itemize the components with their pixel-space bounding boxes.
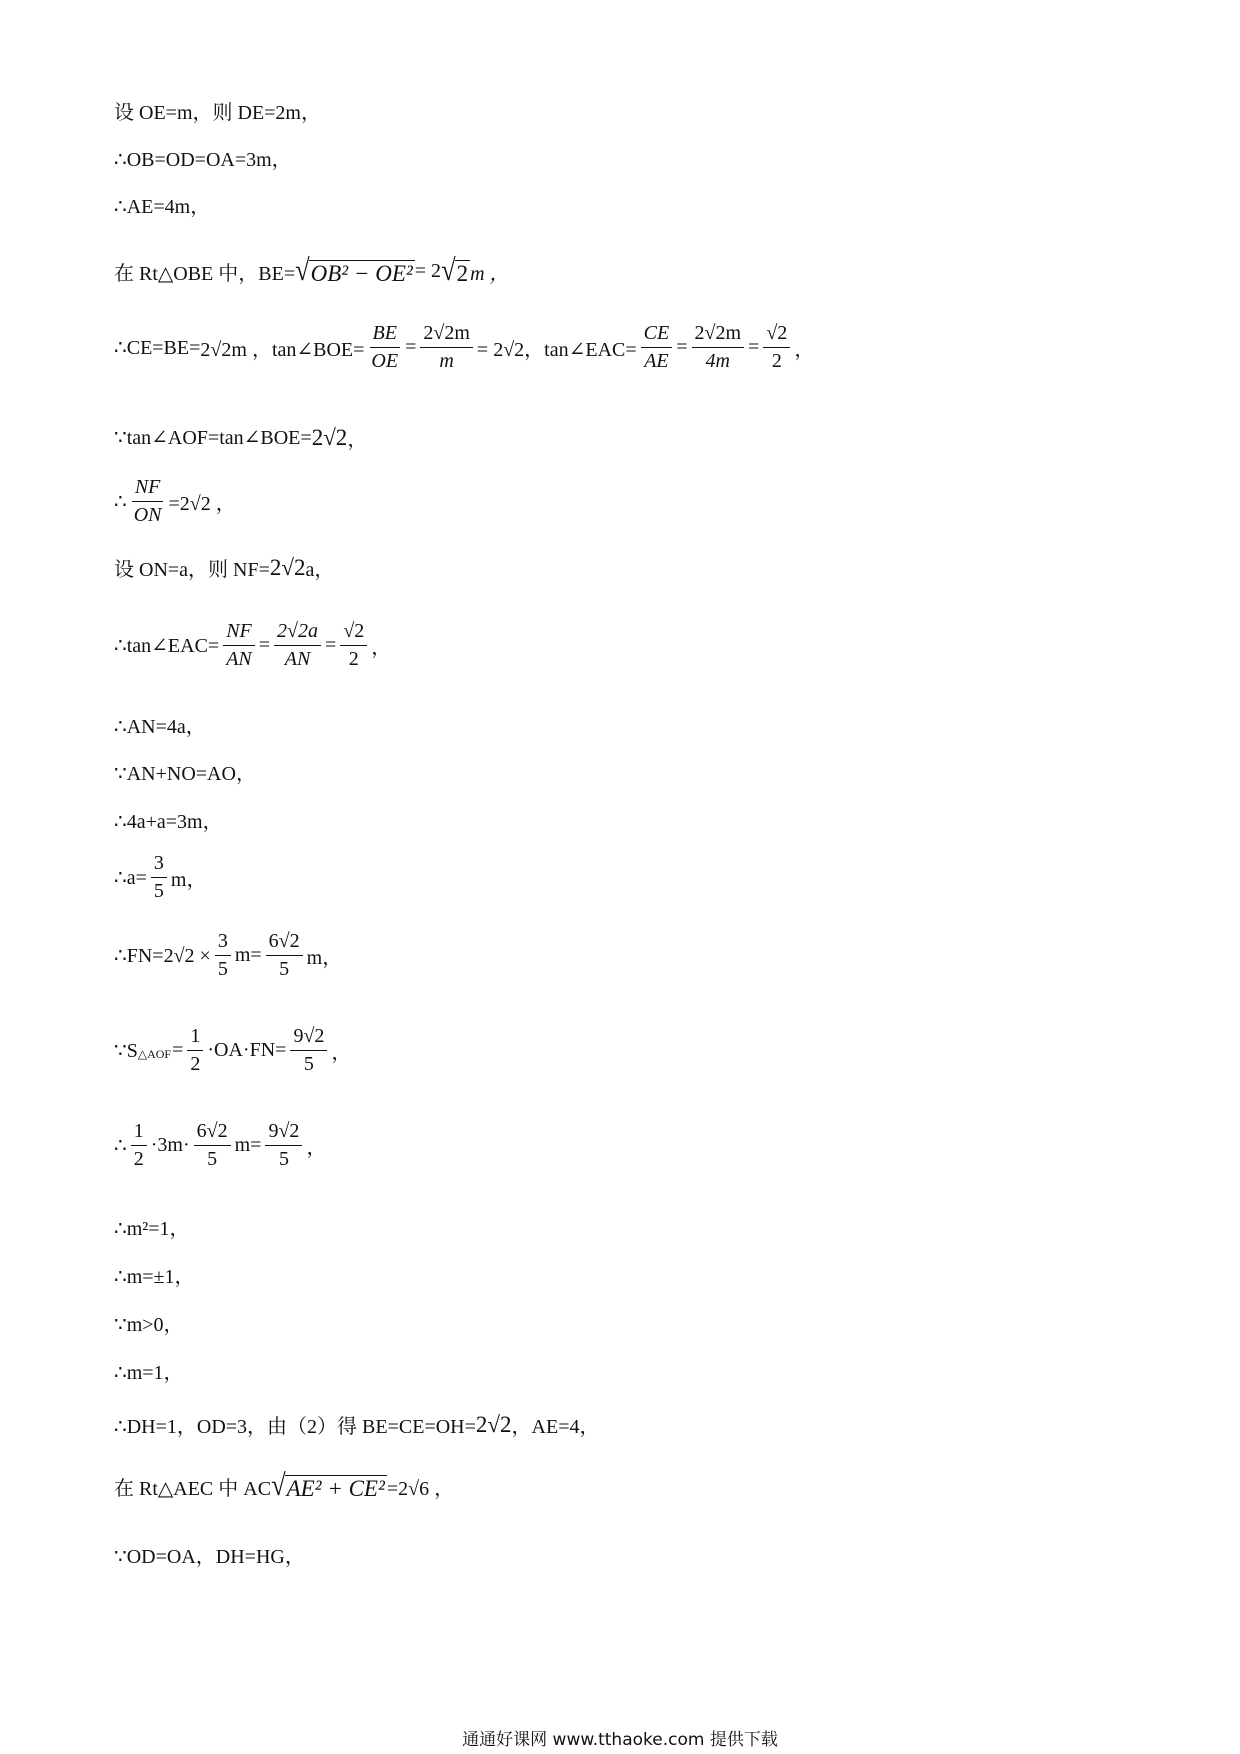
frac-2r2m-m: $\frac{2√2m}{m}$ (420, 322, 473, 373)
line22-post: =2√6 ， (386, 1478, 455, 1501)
eq-sign: = (325, 634, 337, 656)
frac-3-5: $\frac{3}{5}$ (151, 852, 167, 903)
line14-mid: m= (234, 944, 262, 966)
text-line-9 (114, 620, 391, 671)
line9-prefix: ∴tan∠EAC= (114, 635, 220, 657)
text-line-3: ∴AE=4m， (114, 196, 211, 218)
text-line-15 (114, 1025, 351, 1076)
line8-post: a， (305, 559, 335, 581)
eq-sign: = (258, 634, 271, 656)
line16-mid: ·3m· (150, 1134, 190, 1156)
frac-r2-2: $\frac{√2}{2}$ (763, 322, 790, 373)
line5-b: = 2√2，tan∠EAC= (476, 339, 637, 361)
frac-6r2-5: $\frac{6√2}{5}$ (266, 930, 303, 981)
text-line-11: ∵AN+NO=AO， (114, 763, 256, 785)
comma: ， (794, 339, 815, 361)
text-line-16 (114, 1120, 326, 1171)
text-line-5 (114, 322, 814, 373)
line4-post: m ， (470, 263, 510, 286)
text-line-1: 设 OE=m，则 DE=2m， (114, 102, 321, 124)
frac-9r2-5: $\frac{9√2}{5}$ (290, 1025, 327, 1076)
line21-post: ，AE=4， (511, 1416, 600, 1438)
line6-post: ， (347, 429, 368, 451)
text-line-8 (114, 553, 334, 582)
text-line-17: ∴m²=1， (114, 1218, 190, 1240)
line7-prefix: ∴ (114, 491, 127, 513)
text-line-6 (114, 423, 367, 452)
line21-value: 2√2 (475, 1411, 512, 1437)
line15-mid: ·OA·FN= (207, 1039, 287, 1061)
line7-post: =2√2 ， (168, 493, 236, 515)
frac-nf-on: $\frac{NF}{ON}$ (133, 476, 162, 526)
text-line-22 (114, 1467, 455, 1503)
text-line-20: ∴m=1， (114, 1362, 184, 1384)
text-line-21 (114, 1410, 599, 1439)
line8-prefix: 设 ON=a，则 NF= (114, 559, 270, 581)
frac-r2-2b: $\frac{√2}{2}$ (340, 620, 367, 671)
frac-2r2a-an: $\frac{2√2a}{AN}$ (274, 620, 321, 671)
sqrt-ob2-oe2: √ OB² − OE² (295, 252, 413, 288)
line15-post: ， (331, 1042, 352, 1064)
line5-a: 2√2m ，tan∠BOE= (200, 339, 365, 361)
eq-sign: = (172, 1039, 184, 1061)
subscript-aof: △AOF (137, 1047, 172, 1061)
line16-mid2: m= (234, 1134, 262, 1156)
line4-mid: = 2 (414, 260, 442, 283)
frac-be-oe: $\frac{BE}{OE}$ (371, 322, 399, 372)
frac-1-2: $\frac{1}{2}$ (187, 1025, 203, 1076)
text-line-7 (114, 476, 236, 527)
text-line-12: ∴4a+a=3m， (114, 811, 223, 833)
line13-post: m， (170, 869, 207, 891)
line13-prefix: ∴a= (114, 867, 147, 889)
text-line-10: ∴AN=4a， (114, 716, 206, 738)
text-line-23: ∵OD=OA，DH=HG， (114, 1546, 305, 1568)
frac-6r2-5b: $\frac{6√2}{5}$ (194, 1120, 231, 1171)
frac-nf-an: $\frac{NF}{AN}$ (223, 620, 255, 671)
line16-post: ， (306, 1137, 327, 1159)
eq-sign: = (748, 336, 760, 358)
text-line-19: ∵m>0， (114, 1314, 184, 1336)
footer-credit: 通通好课网 www.tthaoke.com 提供下载 (462, 1730, 778, 1750)
frac-9r2-5b: $\frac{9√2}{5}$ (265, 1120, 302, 1171)
line8-value: 2√2 (269, 554, 306, 580)
line22-prefix: 在 Rt△AEC 中 AC (114, 1478, 272, 1501)
text-line-14 (114, 930, 342, 981)
text-line-13 (114, 852, 206, 903)
line4-prefix: 在 Rt△OBE 中，BE= (114, 263, 296, 286)
sqrt-2: √ 2 (441, 252, 469, 288)
text-line-2: ∴OB=OD=OA=3m， (114, 149, 292, 171)
line15-prefix: ∵S (114, 1040, 138, 1062)
line5-prefix: ∴CE=BE= (114, 337, 201, 359)
frac-3-5b: $\frac{3}{5}$ (215, 930, 231, 981)
line14-prefix: ∴FN=2√2 × (114, 945, 211, 967)
frac-ce-ae: $\frac{CE}{AE}$ (641, 322, 673, 373)
eq-sign: = (405, 336, 417, 358)
text-line-4 (114, 252, 510, 288)
line16-prefix: ∴ (114, 1135, 127, 1157)
line9-post: ， (371, 637, 392, 659)
sqrt-ae2-ce2: √ AE² + CE² (271, 1467, 385, 1503)
frac-1-2b: $\frac{1}{2}$ (131, 1120, 147, 1171)
line6-prefix: ∵tan∠AOF=tan∠BOE= (114, 427, 312, 449)
line14-post: m， (306, 947, 343, 969)
frac-2r2m-4m: $\frac{2√2m}{4m}$ (692, 322, 745, 373)
line21-prefix: ∴DH=1，OD=3，由（2）得 BE=CE=OH= (114, 1416, 476, 1438)
text-line-18: ∴m=±1， (114, 1266, 195, 1288)
line6-value: 2√2 (311, 424, 348, 450)
eq-sign: = (676, 336, 688, 358)
